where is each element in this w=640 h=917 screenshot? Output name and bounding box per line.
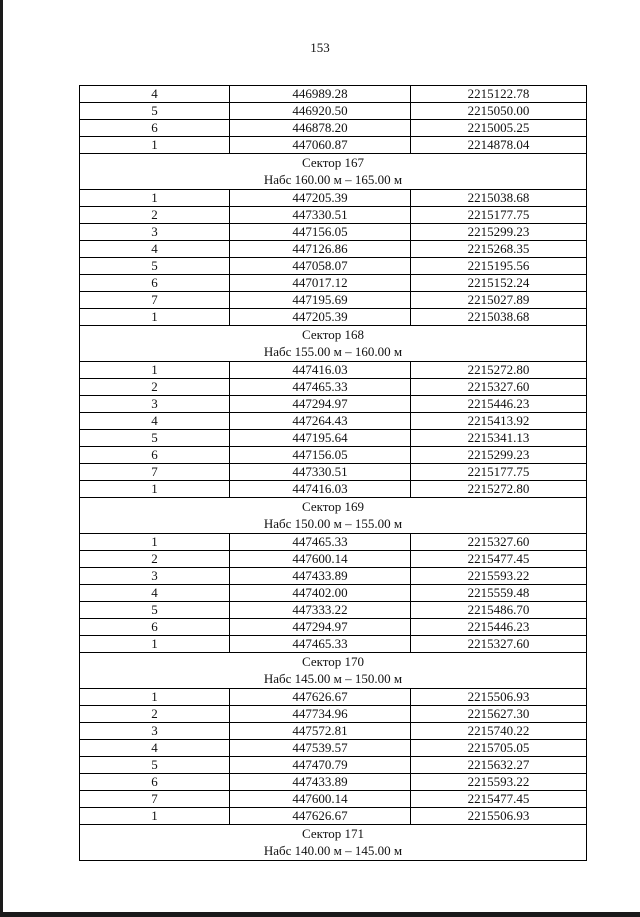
y-coordinate-cell: 2215477.45 bbox=[411, 791, 587, 808]
x-coordinate-cell: 447333.22 bbox=[230, 602, 411, 619]
x-coordinate-cell: 447264.43 bbox=[230, 413, 411, 430]
x-coordinate-cell: 447156.05 bbox=[230, 224, 411, 241]
y-coordinate-cell: 2215477.45 bbox=[411, 551, 587, 568]
x-coordinate-cell: 447600.14 bbox=[230, 791, 411, 808]
y-coordinate-cell: 2215446.23 bbox=[411, 619, 587, 636]
sector-heading bbox=[80, 154, 587, 190]
x-coordinate-cell: 447416.03 bbox=[230, 481, 411, 498]
y-coordinate-cell: 2215327.60 bbox=[411, 379, 587, 396]
table-row bbox=[80, 706, 587, 723]
y-coordinate-cell: 2215050.00 bbox=[411, 103, 587, 120]
sector-elevation-range: Набс 155.00 м – 160.00 м bbox=[263, 344, 403, 359]
table-row bbox=[80, 464, 587, 481]
point-number-cell: 2 bbox=[80, 551, 230, 568]
y-coordinate-cell: 2215705.05 bbox=[411, 740, 587, 757]
point-number-cell: 1 bbox=[80, 362, 230, 379]
x-coordinate-cell: 447734.96 bbox=[230, 706, 411, 723]
point-number-cell: 3 bbox=[80, 723, 230, 740]
table-row bbox=[80, 86, 587, 103]
y-coordinate-cell: 2215299.23 bbox=[411, 224, 587, 241]
table-row bbox=[80, 103, 587, 120]
point-number-cell: 7 bbox=[80, 791, 230, 808]
sector-elevation-range: Набс 145.00 м – 150.00 м bbox=[263, 671, 403, 686]
sector-title: Сектор 170 bbox=[301, 654, 364, 669]
y-coordinate-cell: 2215413.92 bbox=[411, 413, 587, 430]
x-coordinate-cell: 447126.86 bbox=[230, 241, 411, 258]
point-number-cell: 4 bbox=[80, 740, 230, 757]
x-coordinate-cell: 447294.97 bbox=[230, 396, 411, 413]
y-coordinate-cell: 2215195.56 bbox=[411, 258, 587, 275]
point-number-cell: 2 bbox=[80, 207, 230, 224]
x-coordinate-cell: 447205.39 bbox=[230, 309, 411, 326]
page-edge-left bbox=[0, 0, 3, 917]
sector-title: Сектор 171 bbox=[301, 826, 364, 841]
x-coordinate-cell: 447330.51 bbox=[230, 207, 411, 224]
y-coordinate-cell: 2215559.48 bbox=[411, 585, 587, 602]
table-row bbox=[80, 791, 587, 808]
sector-heading-row bbox=[80, 154, 587, 190]
y-coordinate-cell: 2215446.23 bbox=[411, 396, 587, 413]
y-coordinate-cell: 2215122.78 bbox=[411, 86, 587, 103]
point-number-cell: 1 bbox=[80, 689, 230, 706]
x-coordinate-cell: 447294.97 bbox=[230, 619, 411, 636]
point-number-cell: 5 bbox=[80, 602, 230, 619]
table-row bbox=[80, 413, 587, 430]
page-number: 153 bbox=[310, 40, 330, 55]
point-number-cell: 6 bbox=[80, 619, 230, 636]
x-coordinate-cell: 446989.28 bbox=[230, 86, 411, 103]
sector-title: Сектор 168 bbox=[301, 327, 364, 342]
y-coordinate-cell: 2215272.80 bbox=[411, 362, 587, 379]
y-coordinate-cell: 2215027.89 bbox=[411, 292, 587, 309]
y-coordinate-cell: 2215038.68 bbox=[411, 190, 587, 207]
x-coordinate-cell: 447205.39 bbox=[230, 190, 411, 207]
table-row bbox=[80, 534, 587, 551]
point-number-cell: 5 bbox=[80, 258, 230, 275]
point-number-cell: 6 bbox=[80, 120, 230, 137]
point-number-cell: 1 bbox=[80, 137, 230, 154]
table-row bbox=[80, 447, 587, 464]
table-row bbox=[80, 740, 587, 757]
point-number-cell: 6 bbox=[80, 447, 230, 464]
table-row bbox=[80, 120, 587, 137]
point-number-cell: 6 bbox=[80, 774, 230, 791]
y-coordinate-cell: 2215632.27 bbox=[411, 757, 587, 774]
y-coordinate-cell: 2215038.68 bbox=[411, 309, 587, 326]
sector-heading-row bbox=[80, 326, 587, 362]
x-coordinate-cell: 447465.33 bbox=[230, 636, 411, 653]
y-coordinate-cell: 2215506.93 bbox=[411, 689, 587, 706]
table-row bbox=[80, 396, 587, 413]
sector-heading bbox=[80, 498, 587, 534]
table-row bbox=[80, 275, 587, 292]
point-number-cell: 1 bbox=[80, 481, 230, 498]
table-row bbox=[80, 379, 587, 396]
point-number-cell: 3 bbox=[80, 568, 230, 585]
table-row bbox=[80, 362, 587, 379]
point-number-cell: 4 bbox=[80, 241, 230, 258]
point-number-cell: 1 bbox=[80, 190, 230, 207]
table-row bbox=[80, 602, 587, 619]
x-coordinate-cell: 447626.67 bbox=[230, 808, 411, 825]
table-row bbox=[80, 774, 587, 791]
x-coordinate-cell: 447433.89 bbox=[230, 774, 411, 791]
x-coordinate-cell: 447465.33 bbox=[230, 379, 411, 396]
y-coordinate-cell: 2215740.22 bbox=[411, 723, 587, 740]
y-coordinate-cell: 2215486.70 bbox=[411, 602, 587, 619]
point-number-cell: 6 bbox=[80, 275, 230, 292]
x-coordinate-cell: 447156.05 bbox=[230, 447, 411, 464]
y-coordinate-cell: 2215272.80 bbox=[411, 481, 587, 498]
table-row bbox=[80, 292, 587, 309]
y-coordinate-cell: 2215327.60 bbox=[411, 636, 587, 653]
table-row bbox=[80, 224, 587, 241]
point-number-cell: 1 bbox=[80, 534, 230, 551]
sector-heading bbox=[80, 326, 587, 362]
y-coordinate-cell: 2215341.13 bbox=[411, 430, 587, 447]
x-coordinate-cell: 447433.89 bbox=[230, 568, 411, 585]
x-coordinate-cell: 447572.81 bbox=[230, 723, 411, 740]
y-coordinate-cell: 2215327.60 bbox=[411, 534, 587, 551]
table-row bbox=[80, 309, 587, 326]
y-coordinate-cell: 2215268.35 bbox=[411, 241, 587, 258]
x-coordinate-cell: 447058.07 bbox=[230, 258, 411, 275]
sector-elevation-range: Набс 150.00 м – 155.00 м bbox=[263, 516, 403, 531]
table-row bbox=[80, 568, 587, 585]
x-coordinate-cell: 447539.57 bbox=[230, 740, 411, 757]
x-coordinate-cell: 447195.69 bbox=[230, 292, 411, 309]
table-row bbox=[80, 757, 587, 774]
table-row bbox=[80, 689, 587, 706]
table-row bbox=[80, 481, 587, 498]
x-coordinate-cell: 447626.67 bbox=[230, 689, 411, 706]
table-row bbox=[80, 551, 587, 568]
x-coordinate-cell: 447330.51 bbox=[230, 464, 411, 481]
y-coordinate-cell: 2215177.75 bbox=[411, 207, 587, 224]
table-row bbox=[80, 636, 587, 653]
point-number-cell: 4 bbox=[80, 413, 230, 430]
sector-heading-row bbox=[80, 825, 587, 861]
point-number-cell: 5 bbox=[80, 757, 230, 774]
table-row bbox=[80, 619, 587, 636]
y-coordinate-cell: 2215593.22 bbox=[411, 774, 587, 791]
table-row bbox=[80, 723, 587, 740]
x-coordinate-cell: 447195.64 bbox=[230, 430, 411, 447]
y-coordinate-cell: 2215177.75 bbox=[411, 464, 587, 481]
x-coordinate-cell: 447402.00 bbox=[230, 585, 411, 602]
sector-title: Сектор 169 bbox=[301, 499, 364, 514]
y-coordinate-cell: 2215005.25 bbox=[411, 120, 587, 137]
x-coordinate-cell: 446920.50 bbox=[230, 103, 411, 120]
sector-elevation-range: Набс 160.00 м – 165.00 м bbox=[263, 172, 403, 187]
sector-heading-row bbox=[80, 498, 587, 534]
table-row bbox=[80, 808, 587, 825]
page-edge-bottom bbox=[0, 912, 640, 917]
x-coordinate-cell: 447017.12 bbox=[230, 275, 411, 292]
table-row bbox=[80, 241, 587, 258]
x-coordinate-cell: 447465.33 bbox=[230, 534, 411, 551]
y-coordinate-cell: 2215299.23 bbox=[411, 447, 587, 464]
y-coordinate-cell: 2215627.30 bbox=[411, 706, 587, 723]
coordinates-table bbox=[79, 85, 587, 861]
y-coordinate-cell: 2215593.22 bbox=[411, 568, 587, 585]
sector-heading bbox=[80, 653, 587, 689]
point-number-cell: 5 bbox=[80, 430, 230, 447]
table-row bbox=[80, 585, 587, 602]
point-number-cell: 3 bbox=[80, 224, 230, 241]
x-coordinate-cell: 447600.14 bbox=[230, 551, 411, 568]
table-row bbox=[80, 258, 587, 275]
y-coordinate-cell: 2215506.93 bbox=[411, 808, 587, 825]
table-row bbox=[80, 190, 587, 207]
point-number-cell: 7 bbox=[80, 464, 230, 481]
y-coordinate-cell: 2215152.24 bbox=[411, 275, 587, 292]
x-coordinate-cell: 447470.79 bbox=[230, 757, 411, 774]
sector-title: Сектор 167 bbox=[301, 155, 364, 170]
x-coordinate-cell: 447060.87 bbox=[230, 137, 411, 154]
point-number-cell: 4 bbox=[80, 585, 230, 602]
y-coordinate-cell: 2214878.04 bbox=[411, 137, 587, 154]
point-number-cell: 4 bbox=[80, 86, 230, 103]
point-number-cell: 1 bbox=[80, 808, 230, 825]
coordinates-table-body bbox=[80, 86, 587, 861]
x-coordinate-cell: 446878.20 bbox=[230, 120, 411, 137]
point-number-cell: 5 bbox=[80, 103, 230, 120]
point-number-cell: 3 bbox=[80, 396, 230, 413]
point-number-cell: 7 bbox=[80, 292, 230, 309]
point-number-cell: 2 bbox=[80, 706, 230, 723]
point-number-cell: 1 bbox=[80, 309, 230, 326]
table-row bbox=[80, 207, 587, 224]
sector-heading bbox=[80, 825, 587, 861]
point-number-cell: 1 bbox=[80, 636, 230, 653]
table-row bbox=[80, 137, 587, 154]
sector-elevation-range: Набс 140.00 м – 145.00 м bbox=[263, 843, 403, 858]
point-number-cell: 2 bbox=[80, 379, 230, 396]
table-row bbox=[80, 430, 587, 447]
x-coordinate-cell: 447416.03 bbox=[230, 362, 411, 379]
sector-heading-row bbox=[80, 653, 587, 689]
